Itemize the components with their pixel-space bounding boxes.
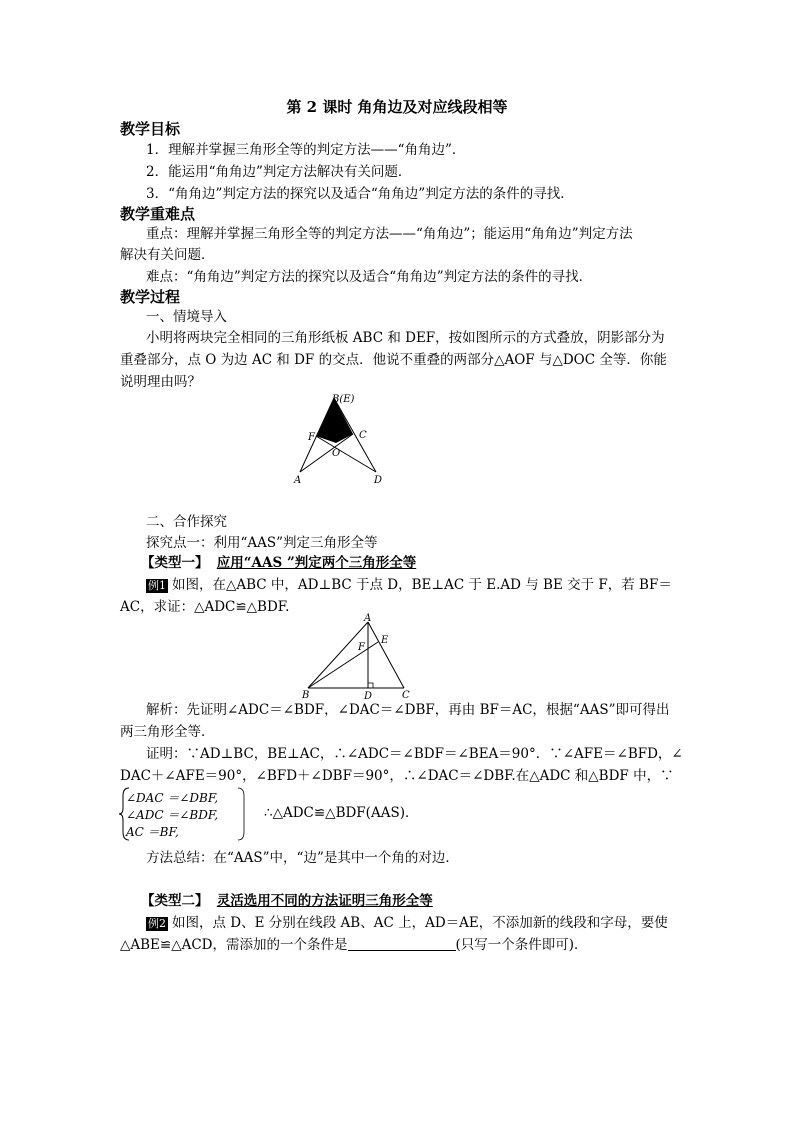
label-a: A [294, 475, 302, 486]
objective-2: 2．能运用“角角边”判定方法解决有关问题． [146, 164, 412, 180]
difficulty-line: 难点：“角角边”判定方法的探究以及适合“角角边”判定方法的条件的寻找． [146, 269, 593, 285]
condition-1: ∠DAC ＝∠DBF, [126, 791, 219, 805]
proof-line-2: DAC＋∠AFE＝90°，∠BFD＋∠DBF＝90°，∴∠DAC＝∠DBF.在△ADC 和△BDF 中，∵ [120, 768, 674, 784]
segment-ac [368, 622, 404, 688]
exploration-point-1: 探究点一：利用“AAS”判定三角形全等 [146, 535, 378, 551]
intro-line-2: 重叠部分，点 O 为边 AC 和 DF 的交点．他说不重叠的两部分△AOF 与△DOC 全等．你能 [120, 352, 667, 368]
intro-line-1: 小明将两块完全相同的三角形纸板 ABC 和 DEF，按如图所示的方式叠放，阴影部分为 [146, 330, 665, 346]
label-e: E [381, 635, 389, 646]
example1-badge: 例1 [148, 579, 166, 592]
example1-text-1: 如图，在△ABC 中，AD⊥BC 于点 D，BE⊥AC 于 E.AD 与 BE 交于 F，若 BF＝ [172, 577, 672, 593]
method-summary: 方法总结：在“AAS”中，“边”是其中一个角的对边． [146, 850, 459, 866]
explore-heading: 二、合作探究 [146, 514, 227, 530]
label-c: C [402, 690, 410, 701]
proof-conclusion: ∴△ADC≌△BDF(AAS)． [264, 805, 419, 821]
example2-text-2a: △ABE≌△ACD，需添加的一个条件是 [120, 937, 348, 953]
example2-text-2b: (只写一个条件即可)． [455, 937, 588, 953]
type1-tag: 【类型一】 [141, 555, 209, 571]
label-f: F [308, 432, 315, 443]
example2-text-1: 如图，点 D、E 分别在线段 AB、AC 上，AD＝AE，不添加新的线段和字母，要使 [172, 915, 668, 931]
label-o: O [332, 448, 341, 459]
heading-objectives: 教学目标 [120, 120, 181, 138]
label-b: B [302, 690, 310, 701]
label-f: F [358, 642, 365, 653]
label-b-e: B(E) [332, 394, 355, 405]
right-angle-d [368, 683, 373, 688]
heading-process: 教学过程 [120, 288, 181, 306]
example1-line-1 [146, 575, 672, 595]
analysis-line-1: 解析：先证明∠ADC＝∠BDF，∠DAC＝∠DBF，再由 BF＝AC，根据“AAS”即可得出 [146, 702, 670, 718]
intro-heading: 一、情境导入 [146, 309, 227, 325]
label-d: D [364, 691, 373, 702]
intro-line-3: 说明理由吗？ [120, 374, 201, 390]
analysis-line-2: 两三角形全等． [120, 724, 215, 740]
type1-title: 应用“AAS ”判定两个三角形全等 [216, 555, 417, 571]
objective-3: 3．“角角边”判定方法的探究以及适合“角角边”判定方法的条件的寻找． [146, 186, 574, 202]
example2-line-2 [120, 935, 588, 955]
focus-line-1: 重点：理解并掌握三角形全等的判定方法——“角角边”；能运用“角角边”判定方法 [146, 226, 633, 242]
heading-key-points: 教学重难点 [120, 205, 196, 223]
overlap-triangles-figure [280, 388, 410, 488]
objective-1: 1．理解并掌握三角形全等的判定方法——“角角边”． [146, 142, 466, 158]
condition-3: AC ＝BF, [126, 825, 179, 839]
answer-blank[interactable] [348, 936, 456, 951]
label-d: D [374, 475, 383, 486]
condition-2: ∠ADC ＝∠BDF, [126, 808, 219, 822]
proof-line-1: 证明：∵AD⊥BC，BE⊥AC，∴∠ADC＝∠BDF＝∠BEA＝90°．∵∠AFE＝∠BFD，∠ [146, 746, 683, 762]
triangle-abc-figure [296, 612, 416, 702]
example1-line-2: AC，求证：△ADC≌△BDF. [120, 599, 290, 615]
type2-title: 灵活选用不同的方法证明三角形全等 [216, 893, 433, 909]
focus-line-2: 解决有关问题． [120, 247, 215, 263]
example2-badge: 例2 [148, 917, 166, 930]
page-title: 第 2 课时 角角边及对应线段相等 [286, 98, 508, 116]
label-c: C [359, 430, 367, 441]
example2-line-1 [146, 913, 668, 933]
label-a: A [364, 613, 372, 624]
type1-heading [141, 553, 416, 573]
type2-heading [141, 891, 433, 911]
type2-tag: 【类型二】 [141, 893, 209, 909]
